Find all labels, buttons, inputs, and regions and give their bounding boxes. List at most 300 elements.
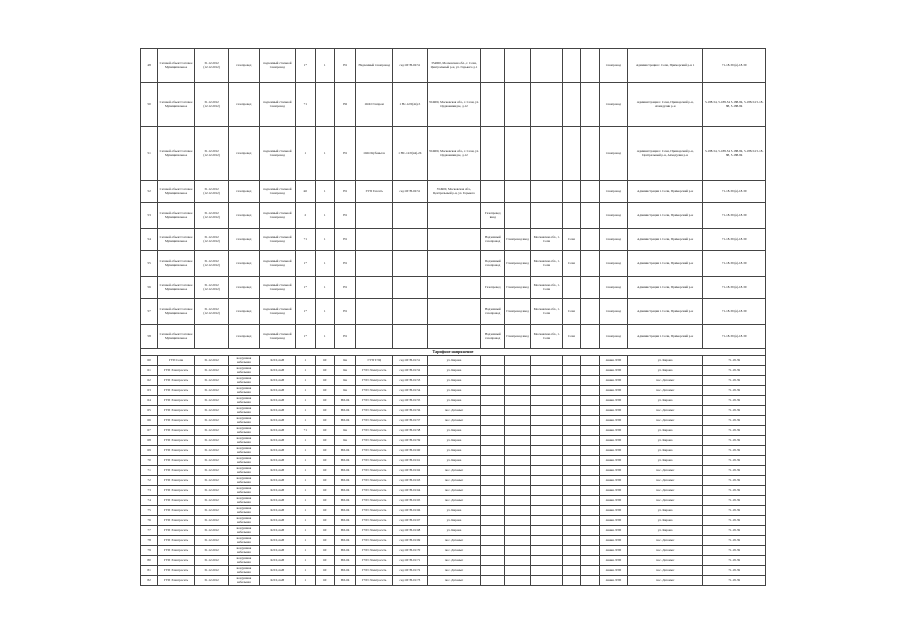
table-cell <box>393 229 427 251</box>
table-cell <box>505 181 531 203</box>
table-cell <box>481 446 505 456</box>
table-cell: 68 <box>141 436 158 446</box>
table-cell: 1* <box>296 299 315 325</box>
table-cell <box>481 49 505 83</box>
table-cell <box>530 406 562 416</box>
table-cell: линия ЛЭП <box>599 356 627 366</box>
table-cell: 1* <box>296 49 315 83</box>
table-cell <box>505 127 531 181</box>
table-cell <box>530 566 562 576</box>
table-cell: ул. Кирова <box>427 376 481 386</box>
table-cell: 1 <box>296 546 315 556</box>
table-row <box>141 516 766 526</box>
table-cell: воздушная кабельная <box>229 406 259 416</box>
table-cell <box>505 376 531 386</box>
table-cell: 1 <box>296 456 315 466</box>
table-cell: КЛ 0,4 кВ <box>259 516 296 526</box>
table-cell <box>481 386 505 396</box>
table-cell: ГУП Электросеть <box>158 386 195 396</box>
table-cell: 71-18-39 <box>703 526 766 536</box>
table-cell: 60 <box>315 446 334 456</box>
table-cell: ГУП Электросеть <box>158 426 195 436</box>
table-cell <box>563 446 580 456</box>
table-cell: КЛ 0,4 кВ <box>259 566 296 576</box>
table-cell: 31.12.2012 <box>194 546 228 556</box>
table-cell: 71-18-39 <box>703 546 766 556</box>
table-cell: подземный стальной газопровод <box>259 229 296 251</box>
table-cell <box>563 366 580 376</box>
table-cell: 61 <box>141 366 158 376</box>
table-cell: 60 <box>315 466 334 476</box>
table-cell <box>530 486 562 496</box>
table-cell: 60 <box>315 556 334 566</box>
table-cell: 73 <box>141 486 158 496</box>
table-cell <box>580 396 599 406</box>
table-cell: 1 <box>315 127 334 181</box>
table-cell: Н2 <box>334 83 356 127</box>
table-cell <box>481 536 505 546</box>
table-cell: пос. Дагомыс <box>627 486 702 496</box>
table-cell <box>580 356 599 366</box>
table-cell: 55 <box>141 251 158 277</box>
table-row <box>141 366 766 376</box>
table-cell: Надземный газопровод <box>481 299 505 325</box>
table-cell: газопровод <box>229 181 259 203</box>
table-cell: 31.12.2012 <box>194 506 228 516</box>
table-cell: 1 <box>296 506 315 516</box>
table-cell: Н1 <box>334 181 356 203</box>
table-cell <box>481 486 505 496</box>
table-cell: Н1 <box>334 299 356 325</box>
table-cell: Сетевой объект Сетевое Муниципальное <box>158 127 195 181</box>
table-cell: ВЛ-04 <box>334 446 356 456</box>
table-cell: 31.12.2012 <box>194 486 228 496</box>
table-cell: ВЛ-04 <box>334 476 356 486</box>
table-cell <box>481 506 505 516</box>
table-cell <box>481 376 505 386</box>
table-cell: линия ЛЭП <box>599 426 627 436</box>
table-row <box>141 203 766 229</box>
table-cell <box>505 356 531 366</box>
table-cell: 62 <box>141 376 158 386</box>
table-cell: подземный стальной газопровод <box>259 83 296 127</box>
table-cell: ГУП Электросеть <box>356 386 393 396</box>
table-cell: подземный стальной газопровод <box>259 181 296 203</box>
table-cell: Сетевой объект Сетевое Муниципальное <box>158 229 195 251</box>
table-cell: Сетевой объект Сетевое Муниципальное <box>158 299 195 325</box>
table-cell: подземный стальной газопровод <box>259 277 296 299</box>
table-cell: линия ЛЭП <box>599 466 627 476</box>
table-cell <box>563 386 580 396</box>
table-cell <box>580 376 599 386</box>
table-cell: 31.12.2012 <box>194 526 228 536</box>
table-cell <box>505 476 531 486</box>
table-cell: Администрация г. Сочи, Приморский р-н <box>627 251 702 277</box>
table-cell <box>563 576 580 586</box>
table-cell: 60 <box>315 516 334 526</box>
table-cell: 60 <box>315 436 334 446</box>
table-cell: 31.12.2012 <box>194 516 228 526</box>
table-cell: газопровод <box>229 203 259 229</box>
table-cell: подземный стальной газопровод <box>259 127 296 181</box>
table-cell: Московская обл., г. Сочи <box>530 325 562 349</box>
table-cell: воздушная кабельная <box>229 536 259 546</box>
table-cell <box>580 277 599 299</box>
table-cell: ГУП Электросеть <box>158 506 195 516</box>
table-cell: 31.12.2012 (12.12.2012) <box>194 229 228 251</box>
table-cell <box>563 49 580 83</box>
table-cell: ВЛ-04 <box>334 416 356 426</box>
table-cell: газопровод <box>599 203 627 229</box>
table-cell: ул. Кирова <box>427 366 481 376</box>
table-cell: Надземный газопровод <box>481 325 505 349</box>
table-cell: воздушная кабельная <box>229 396 259 406</box>
table-row <box>141 299 766 325</box>
table-cell: 60 <box>315 396 334 406</box>
table-cell: 75 <box>141 506 158 516</box>
table-cell: ВЛ-04 <box>334 516 356 526</box>
table-cell <box>530 203 562 229</box>
table-cell <box>530 576 562 586</box>
table-cell <box>580 436 599 446</box>
table-cell: 60 <box>315 526 334 536</box>
table-cell: ГУП Электросеть <box>158 576 195 586</box>
table-cell: 1 <box>296 536 315 546</box>
table-cell <box>580 506 599 516</box>
table-cell: сед ОГ/Н-01/70 <box>393 546 427 556</box>
table-cell: подземный стальной газопровод <box>259 203 296 229</box>
table-cell <box>530 446 562 456</box>
table-cell <box>563 476 580 486</box>
table-cell: 71-18-39 <box>703 446 766 456</box>
table-cell: ГУП Электросеть <box>158 536 195 546</box>
table-cell <box>530 376 562 386</box>
table-cell: 60 <box>315 496 334 506</box>
table-cell: пос. Дагомыс <box>427 466 481 476</box>
table-cell <box>427 229 481 251</box>
table-cell <box>580 516 599 526</box>
table-cell: подземный стальной газопровод <box>259 49 296 83</box>
table-cell: пос. Дагомыс <box>627 496 702 506</box>
table-cell: 71-18-39 <box>703 476 766 486</box>
table-cell: пос. Дагомыс <box>427 416 481 426</box>
table-cell: газопровод <box>599 277 627 299</box>
table-cell: 1 <box>315 181 334 203</box>
table-cell <box>580 299 599 325</box>
table-cell: воздушная кабельная <box>229 446 259 456</box>
table-cell: 1 <box>296 526 315 536</box>
table-cell: 31.12.2012 <box>194 536 228 546</box>
table-cell <box>356 325 393 349</box>
table-cell <box>563 566 580 576</box>
table-cell: 1 <box>315 299 334 325</box>
table-cell: Администрация г. Сочи, Приморский р-н <box>627 181 702 203</box>
table-cell: Надземный газопровод <box>356 49 393 83</box>
table-cell: пос. Дагомыс <box>427 476 481 486</box>
table-cell: 1 <box>296 406 315 416</box>
table-cell: 1 <box>296 566 315 576</box>
table-row <box>141 476 766 486</box>
table-cell: 60 <box>315 426 334 436</box>
table-cell: 1 <box>296 366 315 376</box>
table-cell: 1 <box>315 49 334 83</box>
table-cell: 64 <box>141 396 158 406</box>
table-cell: Кв <box>334 426 356 436</box>
table-cell: 74 <box>141 496 158 506</box>
table-cell: ГУП Электросеть <box>356 546 393 556</box>
table-cell: 78 <box>141 536 158 546</box>
table-cell: 1 <box>296 396 315 406</box>
table-cell: 50 <box>141 83 158 127</box>
table-cell: КЛ 0,4 кВ <box>259 556 296 566</box>
table-cell: +1 <box>296 426 315 436</box>
table-cell: 31.12.2012 <box>194 466 228 476</box>
table-cell: пос. Дагомыс <box>627 476 702 486</box>
table-cell: 60 <box>315 486 334 496</box>
table-cell: пос. Дагомыс <box>427 496 481 506</box>
table-cell: воздушная кабельная <box>229 356 259 366</box>
table-cell <box>481 366 505 376</box>
table-cell: воздушная кабельная <box>229 506 259 516</box>
table-cell: КЛ 0,4 кВ <box>259 536 296 546</box>
table-cell: ВЛ-04 <box>334 576 356 586</box>
table-row <box>141 556 766 566</box>
table-cell <box>563 127 580 181</box>
table-cell: 60 <box>315 376 334 386</box>
table-cell: 1* <box>296 251 315 277</box>
table-cell: +1 <box>296 83 315 127</box>
table-cell: пос. Дагомыс <box>427 566 481 576</box>
table-cell: ГУП Электросеть <box>356 406 393 416</box>
table-cell: КЛ 0,4 кВ <box>259 526 296 536</box>
table-cell <box>481 526 505 536</box>
table-cell: Сочи <box>563 229 580 251</box>
table-cell <box>505 426 531 436</box>
table-cell: ГУП Электросеть <box>158 476 195 486</box>
table-cell <box>505 486 531 496</box>
table-cell: Газопровод ввод <box>505 325 531 349</box>
table-cell <box>580 476 599 486</box>
table-cell <box>505 446 531 456</box>
table-cell <box>580 496 599 506</box>
table-cell: Газопровод ввод <box>505 251 531 277</box>
table-cell: ГУП Электросеть <box>158 456 195 466</box>
table-cell <box>505 546 531 556</box>
table-cell: 48 <box>141 49 158 83</box>
table-cell: 31.12.2012 (12.12.2012) <box>194 203 228 229</box>
table-cell: ГУП Сочи <box>158 356 195 366</box>
table-cell <box>481 406 505 416</box>
table-cell: 1 <box>296 496 315 506</box>
table-row <box>141 526 766 536</box>
table-cell: КЛ 0,4 кВ <box>259 496 296 506</box>
table-cell <box>563 496 580 506</box>
table-cell: 60 <box>315 536 334 546</box>
table-cell: 54 <box>141 229 158 251</box>
table-cell: 69 <box>141 446 158 456</box>
table-cell: сед ОГ/Н-02/51 <box>393 181 427 203</box>
table-cell: ГУП Электросеть <box>356 366 393 376</box>
table-cell: КЛ 0,4 кВ <box>259 466 296 476</box>
table-cell: линия ЛЭП <box>599 556 627 566</box>
table-cell: ул. Кирова <box>627 456 702 466</box>
table-cell: 31.12.2012 <box>194 376 228 386</box>
table-cell: 71-18-39 <box>703 426 766 436</box>
table-cell: +1 <box>296 229 315 251</box>
table-cell: 1 <box>315 203 334 229</box>
table-cell: 71-18-39 <box>703 556 766 566</box>
table-cell <box>563 526 580 536</box>
table-cell <box>356 251 393 277</box>
table-cell: 52 <box>141 181 158 203</box>
table-cell: 71 <box>141 466 158 476</box>
table-cell <box>481 466 505 476</box>
table-cell: ГУП Электросеть <box>356 456 393 466</box>
table-cell: ГУП Электросеть <box>158 486 195 496</box>
table-cell: сед ОГ/Н-01/65 <box>393 496 427 506</box>
table-cell: сед ОГ/Н-01/72 <box>393 566 427 576</box>
table-cell: ГУП Электросеть <box>356 466 393 476</box>
table-row <box>141 496 766 506</box>
table-cell <box>505 506 531 516</box>
table-cell: 31.12.2012 <box>194 366 228 376</box>
table-cell: 31.12.2012 <box>194 396 228 406</box>
table-cell: Кв <box>334 356 356 366</box>
table-cell <box>393 251 427 277</box>
table-cell: 1 <box>315 251 334 277</box>
table-cell: сед ОГ/Н-01/61 <box>393 456 427 466</box>
table-cell: Кв <box>334 386 356 396</box>
table-cell: 58 <box>141 325 158 349</box>
table-cell <box>481 426 505 436</box>
table-cell: ГУП Электросеть <box>158 466 195 476</box>
table-cell: 1 <box>296 576 315 586</box>
table-cell: газопровод <box>229 49 259 83</box>
table-cell: линия ЛЭП <box>599 576 627 586</box>
table-cell <box>481 83 505 127</box>
table-cell: Сочи <box>563 325 580 349</box>
table-cell: 31.12.2012 (12.12.2012) <box>194 127 228 181</box>
table-cell <box>530 516 562 526</box>
table-cell: пос. Дагомыс <box>627 466 702 476</box>
table-cell <box>505 396 531 406</box>
table-cell: 71-18-39 <box>703 566 766 576</box>
table-cell: 1* <box>296 277 315 299</box>
table-cell <box>505 566 531 576</box>
table-cell: 71-18-39 (в)-18-39 <box>703 251 766 277</box>
table-cell: 31.12.2012 <box>194 476 228 486</box>
table-cell: газопровод <box>229 251 259 277</box>
table-cell: сед ОГ/Н-01/73 <box>393 576 427 586</box>
table-cell: ВЛ-04 <box>334 526 356 536</box>
table-row <box>141 426 766 436</box>
table-cell <box>563 506 580 516</box>
table-cell: ГУП Электросеть <box>356 476 393 486</box>
table-cell: сед ОГ/Н-01/55 <box>393 396 427 406</box>
table-cell: пос. Дагомыс <box>627 376 702 386</box>
table-cell: КЛ 0,4 кВ <box>259 366 296 376</box>
table-cell: Газопровод ввод <box>505 299 531 325</box>
table-cell: 60 <box>315 386 334 396</box>
table-row <box>141 277 766 299</box>
table-cell: 1 <box>296 476 315 486</box>
table-cell: 71-18-39 (в)-18-39 <box>703 325 766 349</box>
table-cell: Газопровод ввод <box>481 203 505 229</box>
table-cell: ГУП Электросеть <box>356 536 393 546</box>
table-cell <box>505 576 531 586</box>
table-cell <box>530 476 562 486</box>
table-cell <box>563 277 580 299</box>
table-cell: 354900, Московская обл., г. Сочи, ул. Орджоникидзе, д.12 <box>427 127 481 181</box>
table-cell: КЛ 0,4 кВ <box>259 386 296 396</box>
table-cell <box>427 299 481 325</box>
table-cell <box>563 426 580 436</box>
table-cell: газопровод <box>599 49 627 83</box>
table-cell: 70 <box>141 456 158 466</box>
table-cell: 1 <box>296 556 315 566</box>
table-cell <box>505 406 531 416</box>
table-cell: воздушная кабельная <box>229 526 259 536</box>
table-cell <box>563 536 580 546</box>
table-cell <box>580 416 599 426</box>
table-cell: Сетевой объект Сетевое Муниципальное <box>158 277 195 299</box>
table-row <box>141 486 766 496</box>
table-cell <box>580 203 599 229</box>
table-cell: Сетевой объект Сетевое Муниципальное <box>158 251 195 277</box>
table-cell: ГУП Электросеть <box>356 446 393 456</box>
table-cell: ул. Кирова <box>427 426 481 436</box>
table-cell: Администрация г. Сочи, Приморский р-н <box>627 299 702 325</box>
table-cell: Московская обл., г. Сочи <box>530 277 562 299</box>
table-row <box>141 356 766 366</box>
table-cell: Н1 <box>334 325 356 349</box>
table-cell: 60 <box>315 456 334 466</box>
table-cell <box>580 325 599 349</box>
table-cell: пос. Дагомыс <box>427 406 481 416</box>
table-row <box>141 446 766 456</box>
table-cell: воздушная кабельная <box>229 416 259 426</box>
table-cell: ВЛ-04 <box>334 486 356 496</box>
table-cell: сед ОГ/Н-01/51 <box>393 356 427 366</box>
table-cell: Сетевой объект Сетевое Муниципальное <box>158 325 195 349</box>
table-row <box>141 566 766 576</box>
table-cell: ООО Кубаньгаз <box>356 127 393 181</box>
table-cell <box>530 49 562 83</box>
table-cell: 1 НС-12/0(44)-26 <box>393 127 427 181</box>
table-cell <box>580 181 599 203</box>
table-cell: Администрация г. Сочи, Приморский р-н 1 <box>627 49 702 83</box>
table-cell <box>315 83 334 127</box>
table-cell: линия ЛЭП <box>599 396 627 406</box>
table-cell <box>563 546 580 556</box>
table-cell: газопровод <box>599 181 627 203</box>
table-cell: воздушная кабельная <box>229 386 259 396</box>
table-cell <box>530 83 562 127</box>
table-cell: ГУП Электросеть <box>158 376 195 386</box>
table-cell: подземный стальной газопровод <box>259 299 296 325</box>
table-cell: ГУП Электросеть <box>356 486 393 496</box>
table-cell: пос. Дагомыс <box>427 536 481 546</box>
table-cell: ГУП Электросеть <box>158 446 195 456</box>
table-cell: ул. Кирова <box>427 516 481 526</box>
table-row <box>141 83 766 127</box>
table-row <box>141 536 766 546</box>
table-cell: линия ЛЭП <box>599 386 627 396</box>
table-cell: 71-18-39 <box>703 456 766 466</box>
table-cell: 31.12.2012 <box>194 496 228 506</box>
table-cell <box>481 516 505 526</box>
table-cell: 1 <box>296 446 315 456</box>
